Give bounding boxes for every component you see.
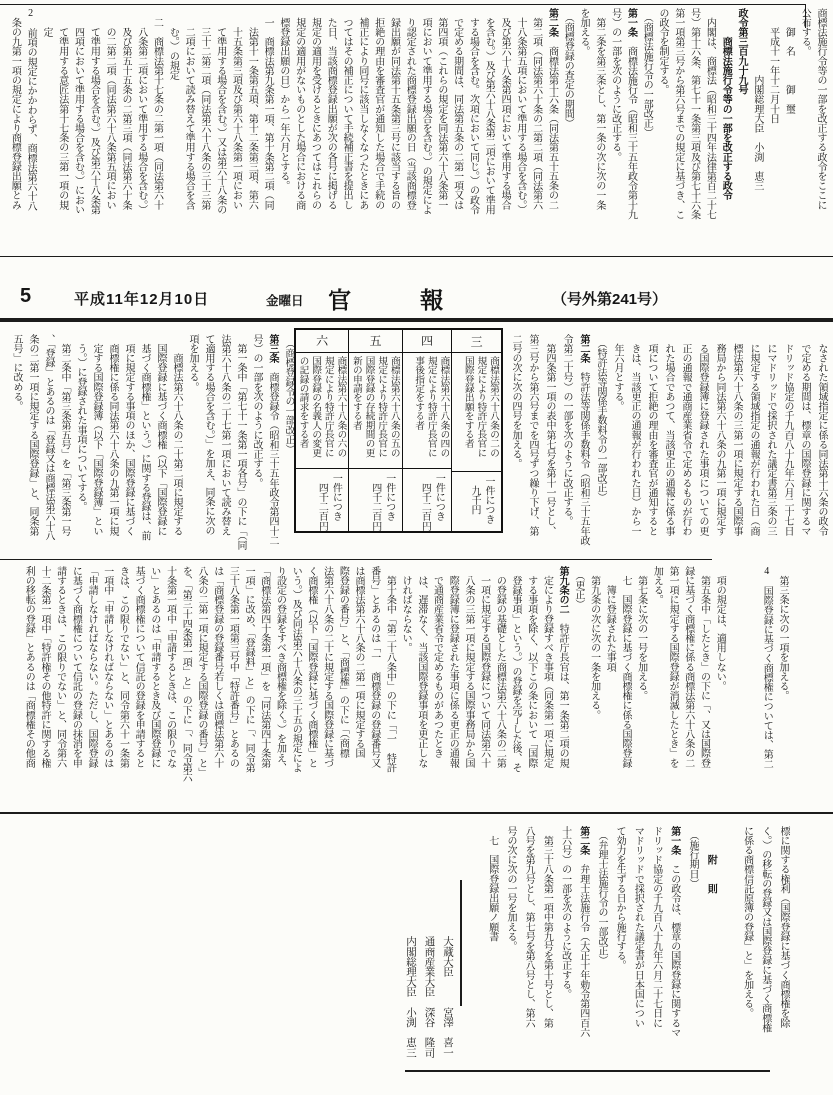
text-column: （弁理士法施行令の一部改正） — [595, 826, 607, 966]
text-column: （更正） — [572, 566, 584, 610]
text-column: い」とあるのは「申請するとき及び国際登録に — [148, 566, 160, 768]
text-column: 第七条に次の一号を加える。 — [635, 566, 647, 701]
text-column: 二項において読み替えて準用する場合を含 — [183, 8, 195, 210]
text-column: 項の規定は、適用しない。 — [714, 566, 726, 691]
text-column: 簿に登録された事項 — [604, 566, 616, 672]
text-column: 2 前項の規定にかかわらず、商標法第六十八 — [25, 8, 37, 211]
text-column: に基づく商標権について信託の登録の抹消を申 — [70, 566, 82, 768]
text-column: する場合を含む。次項において同じ。）の政令 — [467, 8, 479, 215]
text-column: 国際登録の名義人の変更 — [310, 355, 322, 457]
text-column: で通商産業省令で定めるものがあつたとき — [431, 566, 443, 759]
text-column: 利の移転の登録」とあるのは「商標権その他商 — [23, 566, 35, 768]
text-column: 号）の一部を次のように改正する。 — [609, 8, 621, 162]
text-column: 規定の適用がないものとした場合における商 — [293, 8, 305, 210]
text-column: ければならない。 — [400, 566, 412, 653]
text-column: （商標登録令の一部改正） — [283, 334, 294, 454]
text-column: 七 国際登録出願ノ願書 — [486, 826, 498, 942]
fee-table-item-number: 五 — [349, 330, 401, 353]
text-column: ドリッド協定の千九百八十九年六月二十七日に — [650, 826, 662, 1028]
text-column: 請するときは、この限りでない」と、同令第六 — [54, 566, 66, 768]
text-column: 十五条第三項及び第六十八条第一項におい — [230, 8, 242, 210]
middle-upper-right-text — [506, 334, 830, 558]
text-column: 録に基づく商標権に係る商標法第六十八条の二 — [682, 566, 694, 768]
text-column: た日、当該商標登録出願が次の各号に掲げる — [325, 8, 337, 210]
fee-table-item-amount — [349, 469, 401, 531]
text-column: 第五条中「したとき」の下に「、又は国際登 — [698, 566, 710, 768]
text-column: 登録事項」という。）の登録を完了した後、そ — [510, 566, 522, 773]
text-column: 二 商標法第十七条の二第一項（同法第六十 — [151, 8, 163, 210]
text-column: 第三十八条第一項中第九号を第十号とし、第 — [541, 826, 553, 1028]
text-column — [719, 826, 737, 1070]
text-column: に係る商標信託原簿の登録」と」を加える。 — [741, 826, 753, 1019]
header-thick-rule — [0, 318, 833, 322]
text-column: 八号を第九号とし、第七号を第八号とし、第六 — [523, 826, 535, 1028]
text-column: 第四項（これらの規定を同法第六十八条第一 — [435, 8, 447, 210]
text-column: 規定により特許庁長官に — [475, 356, 487, 458]
text-column: 標に関する権利（国際登録に基づく商標権を除 — [778, 826, 789, 1028]
text-column: 内閣は、商標法（昭和三十四年法律第百二十七 — [704, 8, 716, 220]
text-column: きは、当該更正の通報が行われた日）から一 — [629, 334, 640, 536]
text-column: 第九条の二 特許庁長官は、第一条第二項の規 — [557, 566, 569, 768]
text-column: 四千二百円 — [316, 473, 328, 531]
text-column: く。）の移転の登録又は国際登録に基づく商標権 — [759, 826, 771, 1033]
text-column: 第十条中「第二十八条中」の下に「「一 特許 — [384, 566, 396, 773]
text-column: 年六月とする。 — [612, 334, 623, 411]
text-column: 十六号）の一部を次のように改正する。 — [559, 826, 571, 999]
text-column: 項について拒絶の理由を審査官が通知すると — [646, 334, 657, 536]
text-column: 号の次に次の一号を加える。 — [504, 826, 516, 951]
text-column: ドリッド協定の千九百八十九年六月二十七日 — [782, 334, 793, 536]
text-column: 規定により特許庁長官に — [425, 355, 437, 457]
text-column: 十八条第五項において準用する場合を含む。） — [514, 8, 526, 215]
text-column: 国際登録に基づく商標権（以下「国際登録に — [155, 334, 166, 536]
text-column: （施行期日） — [686, 826, 698, 889]
text-column: 標法第六十八条の三第一項に規定する国際事 — [731, 334, 742, 536]
text-column: 第一条 商標法施行令（昭和三十五年政令第十九 — [625, 8, 637, 220]
text-column: 四項において準用する場合を含む。）におい — [72, 8, 84, 215]
text-column: れた場合であつて、当該更正の通報に係る事 — [663, 334, 674, 536]
text-column: 第二条 商標法第十六条（同法第五十五条の二 — [546, 8, 558, 210]
text-column: 一項」に改め、「登録料」と」の下に「、同令第 — [243, 566, 255, 773]
text-column: 新の申請をする者 — [350, 355, 362, 430]
text-column: 九千円 — [469, 476, 480, 515]
text-column: 4 国際登録に基づく商標権については、第二 — [761, 566, 773, 769]
text-column: きは、この限りでない」と、同令第六十一条第 — [117, 566, 129, 768]
text-column: く商標権（以下「国際登録に基づく商標権」と — [305, 566, 317, 768]
text-column: は、遅滞なく、当該国際登録事項を更正しな — [415, 566, 427, 768]
text-column: 第三条 商標登録令（昭和三十五年政令第四十二 — [267, 334, 278, 546]
text-column: 四千二百円 — [369, 473, 381, 531]
text-column: を含む。）及び第六十八条第二項において準用 — [483, 8, 495, 215]
text-column: で定める期間は、標章の国際登録に関するマ — [799, 334, 810, 536]
text-column: 拒絶の理由を審査官が通知した場合で手続の — [372, 8, 384, 210]
text-column: 条の九第一項の規定により商標登録出願とみ — [9, 8, 21, 210]
text-column: 第二条中「第三条第五号」を「第三条第一号 — [59, 334, 70, 536]
text-column: 商標法第六十八条の二の — [488, 356, 499, 458]
text-column: 事後指定をする者 — [413, 355, 425, 430]
text-column: 定する国際登録簿（以下「国際登録簿」とい — [91, 334, 102, 536]
text-column: 三十八条第一項第三号中「特許番号」とあるの — [227, 566, 239, 768]
text-column: 、「登録」とあるのは「登録又は商標法第六十八 — [43, 334, 54, 541]
text-column: 第一条 この政令は、標章の国際登録に関するマ — [668, 826, 680, 1038]
text-column: 令第二十号）の一部を次のように改正する。 — [561, 334, 572, 527]
text-column: 正の通報で通商産業省令で定めるものが行わ — [680, 334, 691, 536]
fee-table-column — [296, 330, 348, 531]
text-column: 一 商標法第九条第一項、第十条第二項（同 — [262, 8, 274, 210]
text-column: いう。）及び同法第六十八条の三十五の規定によ — [290, 566, 302, 773]
text-column: 二号の次に次の四号を加える。 — [510, 334, 521, 469]
gazette-title: 官 報 — [328, 288, 443, 313]
text-column: 号）第十六条、第七十一条第三項及び第七十六条 — [688, 8, 700, 220]
text-column: 基づく商標権について信託の登録を申請すると — [133, 566, 145, 768]
text-column: 定 — [40, 8, 52, 37]
text-column: 八条第二項において準用する場合を含む。） — [135, 8, 147, 215]
text-column: 号）の一部を次のように改正する。 — [251, 334, 262, 488]
minister-signatures — [398, 936, 456, 1070]
fee-table-item-description — [296, 353, 348, 470]
text-column: 内閣総理大臣 小渕 恵三 — [405, 936, 416, 1058]
text-column: 公布する。 — [799, 8, 811, 57]
text-column: する事項を除く、以下この条において「国際 — [525, 566, 537, 768]
middle-bottom-rule — [0, 812, 833, 814]
text-column: 規定の適用を受けるときにあつてはこれらの — [309, 8, 321, 210]
text-column: 項を加える。 — [187, 334, 198, 392]
text-column: 第一項に規定する国際登録が消滅したとき」を — [667, 566, 679, 768]
fee-table-item-amount — [296, 469, 348, 531]
text-column: 補正により同号に該当しなくなつたときにあ — [356, 8, 368, 210]
fee-table-column — [348, 330, 401, 531]
text-column: 規定により特許庁長官に — [376, 355, 388, 457]
text-column: 際登録簿に登録された事項に係る更正の通報 — [447, 566, 459, 768]
text-column: 第二条 弁理士法施行令（大正十年勅令第四百六 — [577, 826, 589, 1038]
text-column: 内閣総理大臣 小渕 恵三 — [751, 8, 763, 191]
promulgation-section — [6, 8, 828, 254]
text-column: 一件につき — [483, 476, 494, 525]
text-column: 及び第五十五条の二第三項（同法第六十条 — [119, 8, 131, 210]
page-number: 5 — [20, 285, 32, 307]
text-column: 十二条第一項中「特許権その他特許に関する権 — [38, 566, 50, 768]
text-column: 定により登録すべき事項（同条第一項に規定 — [541, 566, 553, 768]
text-column: 附 則 — [705, 826, 717, 894]
text-column: に規定する領域指定の通報が行われた日（商 — [748, 334, 759, 536]
issue-date: 平成11年12月10日 — [74, 291, 210, 308]
text-column: の政令を制定する。 — [657, 8, 669, 95]
text-column: 第二項（同法第六十条の二第二項（同法第六 — [530, 8, 542, 210]
text-column: なされた領域指定に係る同法第十六条の政令 — [816, 334, 827, 536]
text-column — [727, 566, 743, 808]
text-column: （商標法施行令の一部改正） — [641, 8, 653, 138]
text-column: （特許法等関係手数料令の一部改正） — [595, 334, 606, 502]
text-column: 第四条第一項の表中第七号を第十一号とし、 — [544, 334, 555, 536]
text-column: 商標法施行令等の一部を改正する政令 — [720, 8, 732, 201]
section-divider-rule — [0, 256, 833, 257]
text-column: の登録の基礎とした商標法第六十八条の二第 — [494, 566, 506, 768]
text-column: 番号」とあるのは「一 商標登録の登録番号又 — [368, 566, 380, 768]
text-column: の二第二項（同法第六十八条第五項におい — [104, 8, 116, 210]
text-column: 大蔵大臣 宮澤 喜一 — [442, 936, 453, 1058]
text-column: 法第六十八条の二十に規定する国際登録に基づ — [321, 566, 333, 768]
dan-divider-rule — [0, 559, 712, 560]
text-column: 録出願が同法第十五条第三号に該当する旨の — [388, 8, 400, 210]
document-closing-rule — [405, 1070, 770, 1072]
text-column: 八条の三第一項に規定する国際事務局から国 — [462, 566, 474, 768]
text-column: り認定された商標登録出願の日（当該商標登 — [404, 8, 416, 210]
text-column: 商標法第六十八条の二十第二項に規定する — [171, 334, 182, 536]
text-column: 「商標法第四十条第一項」を「同法第四十条第 — [258, 566, 270, 768]
fee-table-item-number: 四 — [403, 330, 452, 353]
text-column: 商標法施行令等の一部を改正する政令をここに — [815, 8, 826, 210]
text-column: 第九条の次に次の一条を加える。 — [588, 566, 600, 720]
text-column — [743, 566, 759, 808]
fee-table-item-description — [452, 353, 501, 472]
text-column: 規定により特許庁長官に — [322, 355, 334, 457]
text-column: は「商標登録の登録番号若しくは商標法第六十 — [211, 566, 223, 768]
text-column: 通商産業大臣 深谷 隆司 — [423, 936, 435, 1058]
text-column: り設定の登録をすべき商標権を除く。）を加え、 — [274, 566, 286, 773]
text-column: て適用する場合を含む。）」を加え、同条に次の — [203, 334, 214, 536]
text-column: つてはその補正について手続補正書を提出し — [341, 8, 353, 210]
text-column: 条の二第一項に規定する国際登録」と、同条第 — [27, 334, 38, 536]
text-column: マドリッドで採択された議定書が日本国につい — [632, 826, 644, 1028]
text-column: 加える。 — [651, 566, 663, 605]
text-column: 第三号から第六号までを四号ずつ繰り下げ、第 — [527, 334, 538, 536]
fee-table-item-number: 三 — [452, 330, 501, 353]
text-column: 及び第六十八条第四項において準用する場合 — [499, 8, 511, 210]
text-column: 一件につき — [433, 473, 445, 522]
text-column: を加える。 — [578, 8, 590, 57]
text-column: 基づく商標権」という。）に関する登録は、前 — [139, 334, 150, 541]
text-column: 第三条に次の一項を加える。 — [777, 566, 788, 701]
text-column: にマドリッドで採択された議定書第三条の三 — [765, 334, 776, 536]
text-column: で定める期間は、同法第五条の二第一項又は — [451, 8, 463, 210]
text-column: 第一項第三号から第六号までの規定に基づき、こ — [672, 8, 684, 220]
text-column: 国際登録の存続期間の更 — [363, 355, 375, 457]
text-column: 四千二百円 — [419, 473, 431, 531]
fee-table-item-description — [349, 353, 401, 470]
text-column: 際登録の番号」と、「商標権」の下に「（商標 — [337, 566, 349, 758]
text-column: 第二条を第三条とし、第一条の次に次の一条 — [593, 8, 605, 210]
text-column: 一項中「申請しなければならない」とあるのは — [101, 566, 113, 768]
supplementary-provisions-section — [482, 826, 792, 1070]
text-column: 十条第一項中「申請するときは、この限りでな — [164, 566, 176, 768]
fee-table-item-description — [403, 353, 452, 470]
middle-upper-left-text — [8, 334, 296, 558]
signature-separator-rule — [460, 880, 462, 1006]
text-column: む。）の規定 — [167, 8, 179, 80]
text-column: 平成十一年十二月十日 — [767, 8, 779, 124]
text-column: て効力を生ずる日から施行する。 — [614, 826, 626, 971]
text-column: 商標法第六十八条の五の — [388, 355, 400, 457]
text-column: 務局から同法第六十八条の九第一項に規定す — [714, 334, 725, 536]
text-column: 項に規定する事項のほか、国際登録に基づく — [123, 334, 134, 536]
text-column: 国際登録出願をする者 — [462, 356, 474, 448]
page-frame-top-rule — [0, 4, 806, 5]
text-column: 政令第三百九十九号 — [736, 8, 748, 95]
issue-weekday: 金曜日 — [266, 294, 304, 308]
fee-table-column — [402, 330, 452, 531]
text-column: 標登録出願の日）から一年六月とする。 — [277, 8, 289, 191]
text-column: （商標登録の査定の期間） — [562, 8, 574, 128]
text-column: 三十二第二項（同法第六十八条の三十三第 — [198, 8, 210, 210]
text-column: 一件につき — [330, 473, 342, 522]
fee-table-column — [451, 330, 501, 531]
fee-table-item-amount — [452, 472, 501, 531]
text-column: 八条の二第一項に規定する国際登録の番号」と」 — [195, 566, 207, 778]
text-column: 商標法第六十八条の四の — [438, 355, 450, 457]
text-column: 御 名 御 璽 — [783, 8, 795, 114]
fee-table-item-number: 六 — [296, 330, 348, 353]
text-column: 法第六十八条の二十七第一項において読み替え — [219, 334, 230, 536]
text-column: は商標法第六十八条の二第一項に規定する国 — [353, 566, 365, 759]
text-column: 商標権に係る同法第六十八条の九第一項に規 — [107, 334, 118, 536]
fee-table — [294, 328, 503, 533]
text-column: 第二条 特許法等関係手数料令（昭和三十五年政 — [578, 334, 589, 546]
fee-table-item-amount — [403, 469, 452, 531]
text-column: 五号」に改める。 — [11, 334, 22, 411]
text-column: て準用する意匠法第十七条の三第一項の規 — [56, 8, 68, 210]
text-column: 七 国際登録に基づく商標権に係る国際登録 — [619, 566, 631, 768]
text-column: 項において準用する場合を含む。）の規定によ — [420, 8, 432, 215]
middle-lower-text — [6, 566, 790, 808]
text-column: の記録の請求をする者 — [297, 355, 309, 448]
text-column: て準用する場合を含む。）及び第六十八条第 — [88, 8, 100, 215]
text-column: て準用する場合を含む。）又は第六十八条の — [214, 8, 226, 215]
text-column: 商標法第六十八条の六の — [335, 355, 347, 457]
text-column: 法第十一条第五項、第十二条第三項、第六 — [246, 8, 258, 210]
text-column: 「申請しなければならない。ただし、国際登録 — [86, 566, 98, 768]
text-column: る国際登録簿に登録された事項についての更 — [697, 334, 708, 536]
text-column: 一件につき — [383, 473, 395, 522]
text-column: 一項に規定する国際登録について同法第六十 — [478, 566, 490, 768]
issue-number: （号外第241号） — [552, 291, 668, 308]
text-column: 第一条中「第七十一条第一項各号」の下に「（同 — [235, 334, 246, 550]
text-column: う。）に登録された事項についてする。 — [75, 334, 86, 512]
text-column: を、「第三十四条第一項」と」の下に「、同令第六 — [180, 566, 192, 782]
